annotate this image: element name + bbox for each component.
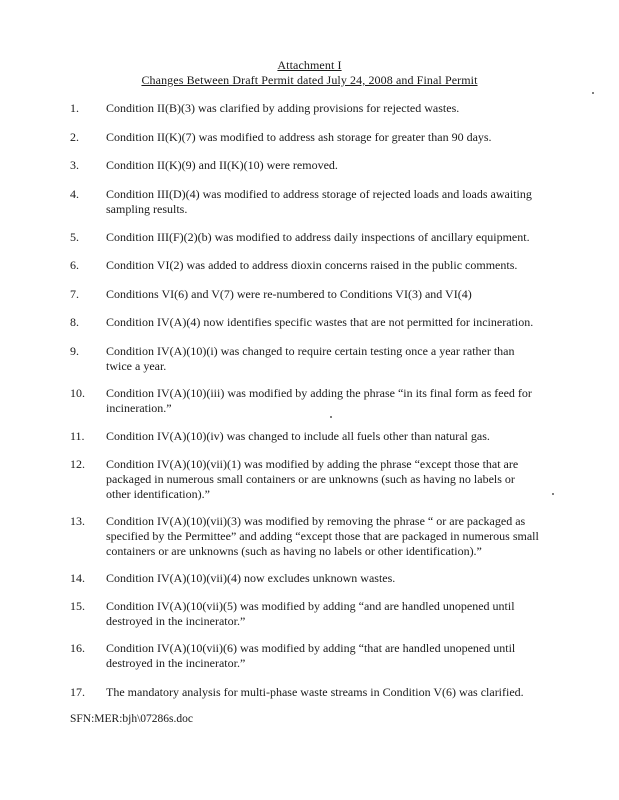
file-reference-footer: SFN:MER:bjh\07286s.doc: [70, 713, 194, 725]
item-text: Conditions VI(6) and V(7) were re-numbered to Conditions VI(3) and VI(4): [106, 287, 472, 301]
item-text: Condition II(B)(3) was clarified by adding provisions for rejected wastes.: [106, 101, 460, 115]
item-number: 16.: [70, 641, 85, 655]
item-text: The mandatory analysis for multi-phase waste streams in Condition V(6) was clarified.: [106, 685, 524, 699]
item-number: 8.: [70, 315, 79, 329]
item-text: Condition IV(A)(10(vii)(5) was modified by adding “and are handled unopened until destroyed in the incinerator.”: [106, 599, 515, 628]
item-text: Condition II(K)(9) and II(K)(10) were removed.: [106, 158, 338, 172]
item-number: 5.: [70, 230, 79, 244]
attachment-title: Attachment I: [277, 58, 342, 72]
item-text: Condition IV(A)(10)(vii)(4) now excludes unknown wastes.: [106, 571, 396, 585]
item-number: 15.: [70, 599, 85, 613]
item-text: Condition III(D)(4) was modified to address storage of rejected loads and loads awaiting sampling results.: [106, 187, 532, 216]
item-text: Condition IV(A)(4) now identifies specific wastes that are not permitted for incineration.: [106, 315, 534, 329]
scan-speck: [330, 416, 332, 418]
item-number: 9.: [70, 344, 79, 358]
item-text: Condition IV(A)(10)(vii)(3) was modified by removing the phrase “ or are packaged as specified by the Permittee” and adding “except those that are packaged in numerous small containers or are unknowns (such as having no labels or other identification).”: [106, 514, 539, 558]
item-text: Condition IV(A)(10)(i) was changed to require certain testing once a year rather than twice a year.: [106, 344, 515, 373]
item-text: Condition IV(A)(10)(vii)(1) was modified by adding the phrase “except those that are packaged in numerous small containers or are unknowns (such as having no labels or other identification).”: [106, 457, 519, 501]
item-text: Condition II(K)(7) was modified to address ash storage for greater than 90 days.: [106, 130, 492, 144]
item-number: 12.: [70, 457, 85, 471]
item-number: 3.: [70, 158, 79, 172]
item-number: 6.: [70, 258, 79, 272]
item-text: Condition VI(2) was added to address dioxin concerns raised in the public comments.: [106, 258, 518, 272]
attachment-subtitle: Changes Between Draft Permit dated July 24, 2008 and Final Permit: [141, 73, 478, 87]
item-number: 1.: [70, 101, 79, 115]
scan-speck: [592, 92, 594, 94]
item-number: 10.: [70, 386, 85, 400]
item-text: Condition IV(A)(10(vii)(6) was modified by adding “that are handled unopened until destroyed in the incinerator.”: [106, 641, 516, 670]
item-text: Condition IV(A)(10)(iv) was changed to include all fuels other than natural gas.: [106, 429, 490, 443]
item-number: 2.: [70, 130, 79, 144]
item-number: 7.: [70, 287, 79, 301]
item-text: Condition III(F)(2)(b) was modified to address daily inspections of ancillary equipment.: [106, 230, 530, 244]
item-number: 17.: [70, 685, 85, 699]
item-number: 11.: [70, 429, 85, 443]
item-number: 4.: [70, 187, 79, 201]
item-number: 14.: [70, 571, 85, 585]
scan-speck: [552, 493, 554, 495]
item-text: Condition IV(A)(10)(iii) was modified by adding the phrase “in its final form as feed for incineration.”: [106, 386, 532, 415]
item-number: 13.: [70, 514, 85, 528]
